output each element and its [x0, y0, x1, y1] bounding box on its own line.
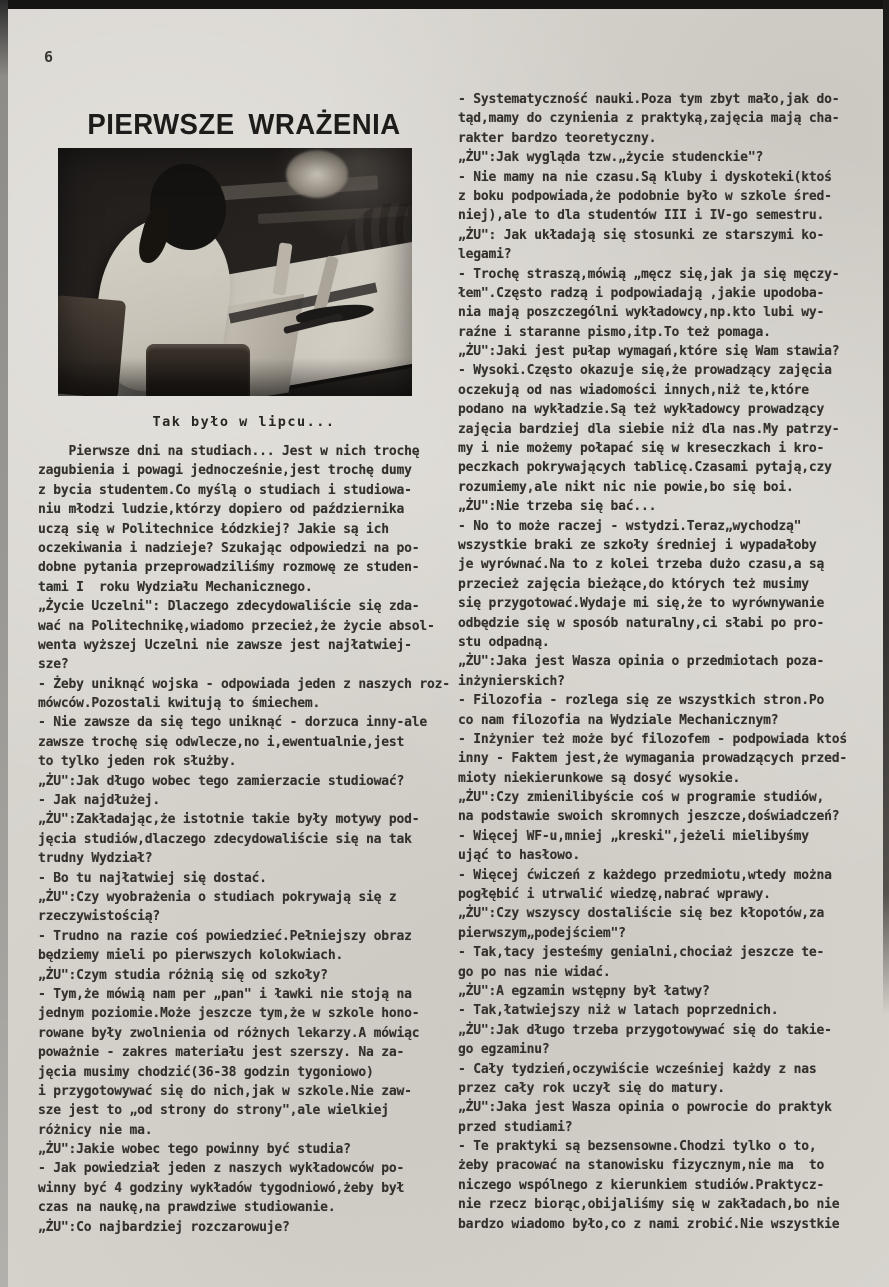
- text-line: ująć to hasłowo.: [458, 848, 581, 864]
- text-line: peczkach pokrywających tablicę.Czasami pytają,czy: [458, 460, 832, 476]
- text-line: raźne i staranne pismo,itp.To też pomaga.: [458, 324, 771, 340]
- text-line: uczą się w Politechnice Łódzkiej? Jakie są ich: [38, 521, 389, 537]
- text-line: - Te praktyki są bezsensowne.Chodzi tylko o to,: [458, 1139, 817, 1155]
- text-line: przecież zajęcia bieżące,do których też musimy: [458, 576, 809, 592]
- text-line: inny - Faktem jest,że wymagania prowadzących przed-: [458, 751, 847, 767]
- text-line: „ŻU":Jaka jest Wasza opinia o przedmiotach poza-: [458, 654, 825, 670]
- text-line: „ŻU":Czy zmienilibyście coś w programie studiów,: [458, 790, 825, 806]
- text-line: niczego wspólnego z kierunkiem studiów.Praktycz-: [458, 1177, 825, 1193]
- text-line: wszystkie braki ze szkoły średniej i wypadałoby: [458, 537, 817, 553]
- text-line: dobne pytania przeprowadziliśmy rozmowę ze studen-: [38, 560, 420, 576]
- text-line: jęcia studiów,dlaczego zdecydowaliście się na tak: [38, 831, 412, 847]
- text-line: „ŻU": Jak układają się stosunki ze starszymi ko-: [458, 227, 825, 243]
- text-line: „ŻU":Jakie wobec tego powinny być studia?: [38, 1142, 351, 1158]
- text-line: „ŻU":Czy wszyscy dostaliście się bez kłopotów,za: [458, 906, 825, 922]
- text-line: rzeczywistością?: [38, 909, 161, 925]
- text-line: łem".Często radzą i podpowiadają ,jakie upodoba-: [458, 285, 825, 301]
- photo-vignette: [58, 148, 412, 396]
- text-line: poważnie - zakres materiału jest szerszy. Na za-: [38, 1045, 405, 1061]
- text-line: - Inżynier też może być filozofem - podpowiada ktoś: [458, 731, 847, 747]
- text-line: legami?: [458, 247, 512, 263]
- text-line: „ŻU":Czym studia różnią się od szkoły?: [38, 967, 328, 983]
- text-line: „ŻU":A egzamin wstępny był łatwy?: [458, 983, 710, 999]
- text-line: się przygotować.Wydaje mi się,że to wyrównywanie: [458, 596, 825, 612]
- article-title: PIERWSZE WRAŻENIA: [87, 109, 401, 142]
- text-line: będziemy mieli po pierwszych kolokwiach.: [38, 948, 344, 964]
- text-line: - Wysoki.Często okazuje się,że prowadzący zajęcia: [458, 363, 832, 379]
- text-line: „ŻU":Jak wygląda tzw.„życie studenckie"?: [458, 150, 764, 166]
- text-line: inżynierskich?: [458, 673, 565, 689]
- text-line: „ŻU":Co najbardziej rozczarowuje?: [38, 1219, 290, 1235]
- scan-edge-top: [0, 0, 889, 9]
- text-line: „ŻU":Czy wyobrażenia o studiach pokrywają się z: [38, 889, 397, 905]
- text-line: niej),ale to dla studentów III i IV-go semestru.: [458, 208, 825, 224]
- text-line: zajęcia bardziej dla siebie niż dla nas.My patrzy-: [458, 421, 840, 437]
- article-photo: [58, 148, 412, 396]
- text-line: - Systematyczność nauki.Poza tym zbyt mało,jak do-: [458, 92, 840, 107]
- text-line: „ŻU":Jak długo wobec tego zamierzacie studiować?: [38, 773, 405, 789]
- text-line: „ŻU":Nie trzeba się bać...: [458, 499, 657, 515]
- text-line: - Tak,tacy jesteśmy genialni,chociaż jeszcze te-: [458, 945, 825, 961]
- text-line: - Filozofia - rozlega się ze wszystkich stron.Po: [458, 693, 825, 709]
- text-line: mówców.Pozostali kwitują to śmiechem.: [38, 696, 321, 712]
- text-line: - Tak,łatwiejszy niż w latach poprzednich.: [458, 1003, 779, 1019]
- text-line: odbędzie się w sposób naturalny,ci słabi po pro-: [458, 615, 825, 631]
- text-line: „Życie Uczelni": Dlaczego zdecydowaliście się zda-: [38, 599, 420, 615]
- text-line: - Cały tydzień,oczywiście wcześniej każdy z nas: [458, 1061, 817, 1077]
- text-line: - Bo tu najłatwiej się dostać.: [38, 870, 267, 886]
- text-line: sze jest to „od strony do strony",ale wielkiej: [38, 1103, 389, 1119]
- scan-edge-left: [0, 0, 8, 1287]
- text-line: - Więcej WF-u,mniej „kreski",jeżeli mielibyśmy: [458, 828, 809, 844]
- text-line: przez cały rok uczył się do matury.: [458, 1080, 725, 1096]
- text-line: żeby pracować na stanowisku fizycznym,nie ma to: [458, 1158, 825, 1174]
- text-line: - Tym,że mówią nam per „pan" i ławki nie stoją na: [38, 986, 412, 1002]
- page-number: 6: [44, 48, 54, 66]
- text-line: pogłębić i utrwalić wiedzę,nabrać wprawy.: [458, 887, 771, 903]
- text-line: pierwszym„podejściem"?: [458, 925, 626, 941]
- text-line: zagubienia i powagi jednocześnie,jest trochę dumy: [38, 463, 412, 479]
- text-line: - Trochę straszą,mówią „męcz się,jak ja się męczy-: [458, 266, 840, 282]
- text-line: i przygotowywać się do nich,jak w szkole.Nie zaw-: [38, 1083, 412, 1099]
- text-line: co nam filozofia na Wydziale Mechanicznym?: [458, 712, 779, 728]
- left-column-text: [38, 442, 450, 1237]
- text-line: na podstawie swoich skromnych jeszcze,doświadczeń?: [458, 809, 840, 825]
- text-line: stu odpadną.: [458, 634, 550, 650]
- text-line: jednym poziomie.Może jeszcze tym,że w szkole hono-: [38, 1006, 420, 1022]
- text-line: „ŻU":Jaka jest Wasza opinia o powrocie do praktyk: [458, 1100, 832, 1116]
- text-line: przed studiami?: [458, 1119, 573, 1135]
- text-line: tami I roku Wydziału Mechanicznego.: [38, 579, 313, 595]
- text-line: trudny Wydział?: [38, 851, 153, 867]
- text-line: my i nie możemy połapać się w kreseczkach i kro-: [458, 441, 825, 457]
- text-line: - Żeby uniknąć wojska - odpowiada jeden z naszych roz-: [38, 676, 450, 692]
- scan-edge-right: [883, 0, 889, 1015]
- text-line: nie rzecz biorąc,obijaliśmy się w zakładach,bo nie: [458, 1197, 840, 1213]
- text-line: zawsze trochę się odwlecze,no i,ewentualnie,jest: [38, 734, 405, 750]
- text-line: je wyrównać.Na to z kolei trzeba dużo czasu,a są: [458, 557, 825, 573]
- right-column-text: [458, 90, 873, 1234]
- text-line: z bycia studentem.Co myślą o studiach i studiowa-: [38, 482, 412, 498]
- text-line: sze?: [38, 657, 69, 673]
- text-line: wać na Politechnikę,wiadomo przecież,że życie absol-: [38, 618, 435, 634]
- text-line: mioty niekierunkowe są dosyć wysokie.: [458, 770, 741, 786]
- text-line: - No to może raczej - wstydzi.Teraz„wychodzą": [458, 518, 802, 534]
- text-line: go po nas nie widać.: [458, 964, 611, 980]
- text-line: bardzo wiadomo było,co z nami zrobić.Nie wszystkie: [458, 1216, 840, 1232]
- text-line: - Trudno na razie coś powiedzieć.Pełniejszy obraz: [38, 928, 412, 944]
- text-line: czas na naukę,na prawdziwe studiowanie.: [38, 1200, 336, 1216]
- text-line: różnicy nie ma.: [38, 1122, 153, 1138]
- text-line: podano na wykładzie.Są też wykładowcy prowadzący: [458, 402, 825, 418]
- text-line: rakter bardzo teoretyczny.: [458, 130, 657, 146]
- text-line: - Jak powiedział jeden z naszych wykładowców po-: [38, 1161, 405, 1177]
- text-line: - Jak najdłużej.: [38, 793, 161, 809]
- text-line: tąd,mamy do czynienia z praktyką,zajęcia mają cha-: [458, 111, 840, 127]
- text-line: go egzaminu?: [458, 1042, 550, 1058]
- text-line: rowane były zwolnienia od różnych lekarzy.A mówiąc: [38, 1025, 420, 1041]
- text-line: to tylko jeden rok służby.: [38, 754, 237, 770]
- text-line: nia mają poszczególni wykładowcy,np.kto lubi wy-: [458, 305, 825, 321]
- text-line: winny być 4 godziny wykładów tygodniowó,żeby był: [38, 1180, 405, 1196]
- text-line: Pierwsze dni na studiach... Jest w nich trochę: [38, 444, 420, 459]
- text-line: „ŻU":Jaki jest pułap wymagań,które się Wam stawia?: [458, 344, 840, 360]
- photo-caption: Tak było w lipcu...: [152, 414, 336, 430]
- text-line: z boku podpowiada,że podobnie było w szkole śred-: [458, 188, 832, 204]
- text-line: oczekują od nas wiadomości innych,niż te,które: [458, 382, 809, 398]
- text-line: - Więcej ćwiczeń z każdego przedmiotu,wtedy można: [458, 867, 832, 883]
- text-line: „ŻU":Zakładając,że istotnie takie były motywy pod-: [38, 812, 420, 828]
- text-line: - Nie zawsze da się tego uniknąć - dorzuca inny-ale: [38, 715, 427, 731]
- text-line: jęcia musimy chodzić(36-38 godzin tygoniowo): [38, 1064, 374, 1080]
- text-line: wenta wyższej Uczelni nie zawsze jest najłatwiej-: [38, 637, 412, 653]
- text-line: niu młodzi ludzie,którzy dopiero od października: [38, 502, 405, 518]
- text-line: rozumiemy,ale nikt nic nie powie,bo się boi.: [458, 479, 794, 495]
- text-line: - Nie mamy na nie czasu.Są kluby i dyskoteki(ktoś: [458, 169, 832, 185]
- text-line: „ŻU":Jak długo trzeba przygotowywać się do takie-: [458, 1022, 832, 1038]
- text-line: oczekiwania i nadzieje? Szukając odpowiedzi na po-: [38, 540, 420, 556]
